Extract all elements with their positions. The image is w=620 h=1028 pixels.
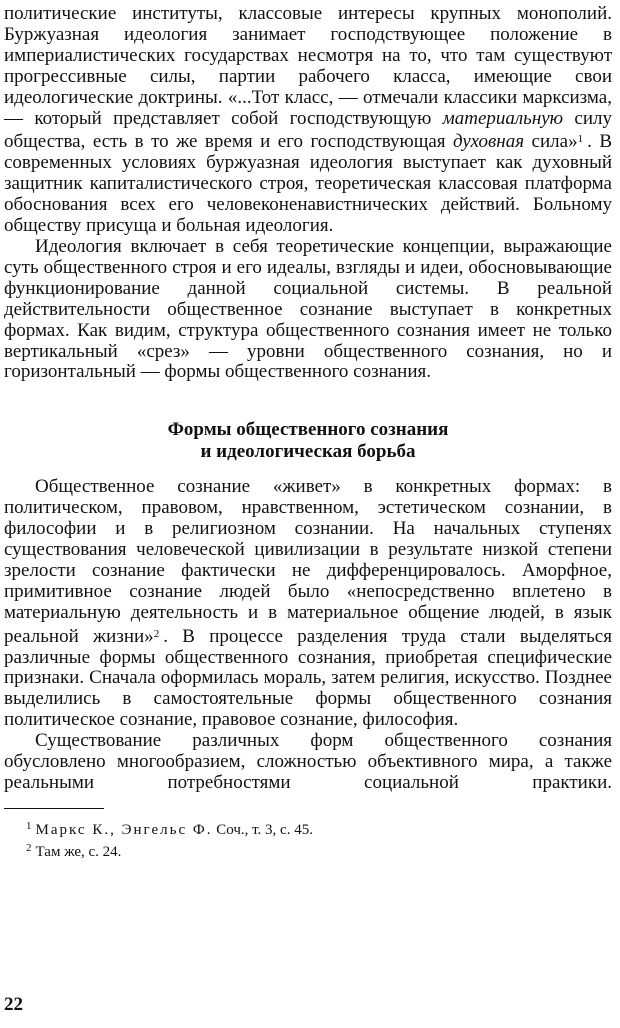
paragraph-1-text-b: силу общества, есть в то же время и его господствующая	[4, 107, 612, 153]
paragraph-1-text-a: политические институты, классовые интересы крупных монополий. Буржуазная идеология занимает господствующее положение в империалистических государствах несмотря на то, что там существуют прогрессивные силы, партии рабочего класса, имеющие свои идеологические доктрины. «...Тот класс, — отмечали классики марксизма, — который представляет собой господствующую	[4, 3, 612, 129]
section-heading-line-2: и идеологическая борьба	[200, 441, 416, 463]
paragraph-1	[4, 4, 612, 237]
paragraph-1-text-c: сила»	[524, 131, 578, 153]
footnote-1-marker: 1	[26, 819, 32, 832]
page-number: 22	[4, 994, 23, 1015]
footnote-divider	[4, 808, 104, 809]
footnote-1-author: Маркс К., Энгельс Ф.	[35, 821, 213, 838]
footnote-2-text: Там же, с. 24.	[35, 843, 122, 860]
paragraph-3-text-a: Общественное сознание «живет» в конкретных формах: в политическом, правовом, нравственном, эстетическом сознании, в философии и в религиозном сознании. На начальных ступенях существования человеческой цивилизации в результате низкой степени зрелости сознание фактически не дифференцировалось. Аморфное, примитивное сознание людей было «непосредственно вплетено в материальную деятельность и в материальное общение людей, в язык реальной жизни»	[4, 476, 612, 647]
footnote-ref-1: 1	[577, 133, 584, 146]
paragraph-4: Существование различных форм общественного сознания обусловлено многообразием, сложностью объективного мира, а также реальными потребностями социальной практики.	[4, 730, 612, 793]
paragraph-2: Идеология включает в себя теоретические концепции, выражающие суть общественного строя и его идеалы, взгляды и идеи, обосновывающие функционирование данной социальной системы. В реальной действительности общественное сознание выступает в конкретных формах. Как видим, структура общественного сознания имеет не только вертикальный «срез» — уровни общественного сознания, но и горизонтальный — формы общественного сознания.	[4, 235, 612, 383]
footnote-1-text: Соч., т. 3, с. 45.	[212, 821, 313, 838]
emphasis-spiritual: духовная	[453, 131, 525, 153]
footnote-1	[4, 817, 612, 839]
footnote-ref-2: 2	[153, 627, 160, 640]
paragraph-1-text-d: . В современных условиях буржуазная идеология выступает как духовный защитник капиталистического строя, теоретическая классовая платформа обоснования всех его человеконенавистнических действий. Больному обществу присуща и больная идеология.	[4, 131, 612, 237]
section-heading-line-1: Формы общественного сознания	[167, 419, 449, 441]
emphasis-material: материальную	[442, 107, 564, 129]
footnote-2	[4, 839, 612, 861]
paragraph-3	[4, 477, 612, 731]
paragraph-3-text-b: . В процессе разделения труда стали выделяться различные формы общественного сознания, приобретая специфические признаки. Сначала оформилась мораль, затем религия, искусство. Позднее выделились в самостоятельные формы общественного сознания политическое сознание, правовое сознание, философия.	[4, 625, 612, 731]
footnote-2-marker: 2	[26, 841, 32, 854]
section-heading	[4, 419, 612, 463]
